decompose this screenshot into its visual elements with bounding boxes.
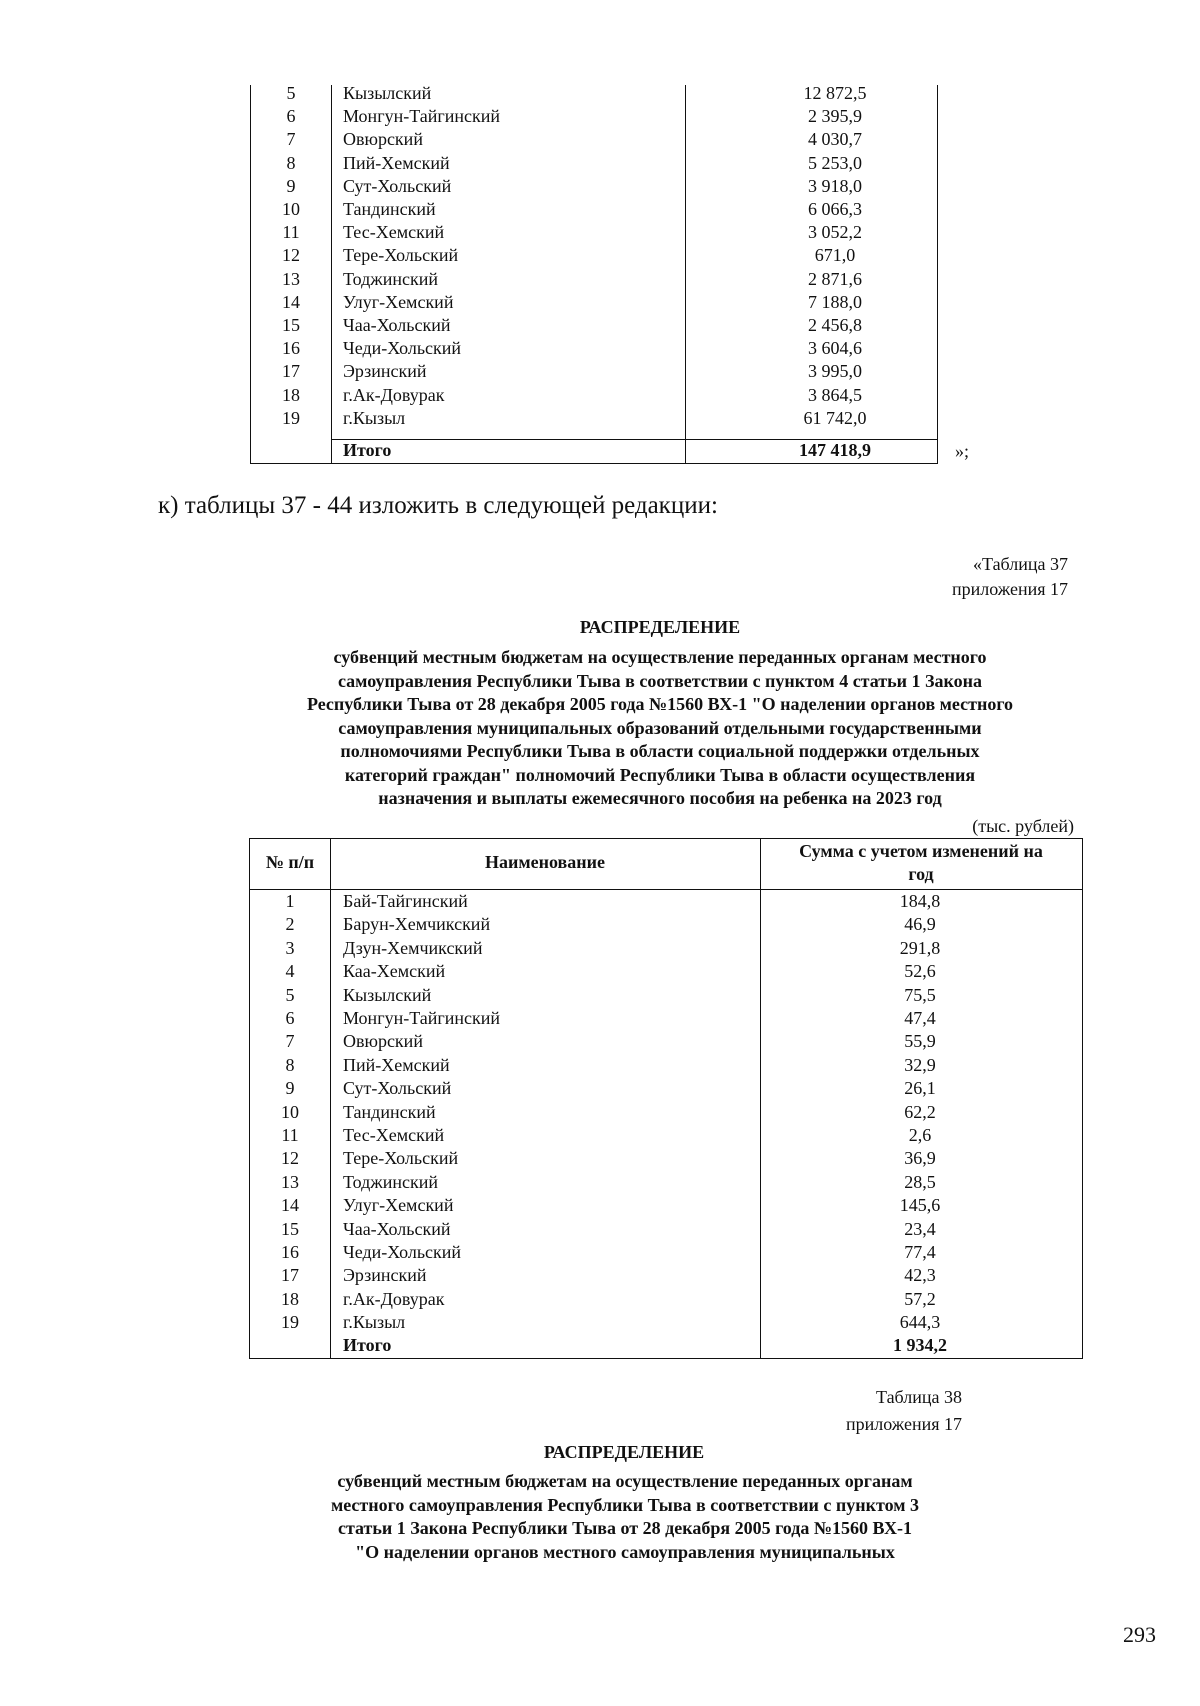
row-number: 10 bbox=[281, 1101, 299, 1122]
table-row bbox=[250, 960, 1082, 983]
row-name: Эрзинский bbox=[343, 361, 427, 382]
table-row bbox=[251, 407, 937, 430]
col-header-sum-line1: Сумма с учетом изменений на bbox=[799, 841, 1043, 861]
desc-line: категорий граждан" полномочий Республики Тыва в области осуществления bbox=[344, 764, 976, 785]
row-name: г.Кызыл bbox=[343, 407, 406, 428]
row-number: 1 bbox=[285, 891, 295, 911]
row-value: 26,1 bbox=[904, 1078, 936, 1099]
table-row bbox=[251, 152, 937, 175]
row-value: 3 918,0 bbox=[808, 175, 862, 196]
table-row bbox=[250, 1218, 1082, 1241]
row-number: 9 bbox=[285, 1078, 295, 1099]
row-value: 3 052,2 bbox=[808, 222, 862, 243]
desc-line: статьи 1 Закона Республики Тыва от 28 декабря 2005 года №1560 ВХ-1 bbox=[337, 1518, 913, 1538]
row-value: 28,5 bbox=[904, 1171, 936, 1192]
row-name: Тандинский bbox=[343, 199, 436, 219]
table-row bbox=[250, 1054, 1082, 1077]
row-number: 6 bbox=[285, 1008, 295, 1028]
top-table bbox=[250, 85, 938, 464]
row-name: Монгун-Тайгинский bbox=[343, 106, 501, 127]
table37-description bbox=[240, 646, 1080, 811]
row-value: 5 253,0 bbox=[808, 152, 862, 173]
row-number: 17 bbox=[282, 361, 300, 382]
table38-ref-line1: Таблица 38 bbox=[876, 1387, 962, 1407]
row-name: Чаа-Хольский bbox=[343, 1218, 451, 1239]
row-value: 3 864,5 bbox=[808, 384, 862, 405]
row-value: 2,6 bbox=[908, 1125, 932, 1145]
table-row bbox=[251, 268, 937, 291]
row-number: 5 bbox=[285, 984, 295, 1005]
table-row bbox=[250, 1007, 1082, 1030]
table-row bbox=[251, 314, 937, 337]
row-name: Улуг-Хемский bbox=[343, 291, 454, 312]
row-name: Кызылский bbox=[343, 984, 432, 1005]
desc-line: самоуправления Республики Тыва в соответствии с пунктом 4 статьи 1 Закона bbox=[337, 670, 983, 691]
desc-line: полномочиями Республики Тыва в области социальной поддержки отдельных bbox=[340, 741, 980, 761]
row-number: 5 bbox=[286, 83, 296, 103]
row-name: Чеди-Хольский bbox=[343, 1242, 462, 1262]
row-number: 17 bbox=[281, 1265, 299, 1286]
table-row bbox=[251, 291, 937, 314]
row-name: Овюрский bbox=[343, 129, 423, 150]
row-name: Чаа-Хольский bbox=[343, 315, 451, 335]
row-value: 6 066,3 bbox=[808, 199, 862, 219]
row-value: 12 872,5 bbox=[803, 83, 867, 103]
row-number: 2 bbox=[285, 914, 295, 935]
total-value: 1 934,2 bbox=[893, 1335, 947, 1355]
table-row bbox=[251, 360, 937, 383]
col-header-num: № п/п bbox=[265, 852, 315, 872]
row-number: 9 bbox=[286, 175, 296, 196]
row-value: 4 030,7 bbox=[808, 129, 862, 150]
row-name: Тоджинский bbox=[343, 268, 438, 289]
table-row bbox=[251, 175, 937, 198]
table-row bbox=[250, 1101, 1082, 1124]
row-number: 15 bbox=[282, 315, 300, 335]
table-row bbox=[250, 1241, 1082, 1264]
row-value: 644,3 bbox=[899, 1312, 941, 1333]
total-row bbox=[250, 1334, 1082, 1357]
row-number: 4 bbox=[285, 961, 295, 982]
row-name: Овюрский bbox=[343, 1031, 423, 1052]
row-number: 7 bbox=[286, 129, 296, 150]
row-number: 3 bbox=[285, 937, 295, 958]
closing-quote: »; bbox=[955, 441, 970, 461]
row-value: 671,0 bbox=[814, 245, 856, 266]
row-value: 2 456,8 bbox=[808, 315, 862, 335]
table-row bbox=[250, 890, 1082, 913]
table-row bbox=[251, 221, 937, 244]
row-number: 16 bbox=[282, 338, 300, 359]
table37-ref-line2: приложения 17 bbox=[951, 579, 1068, 599]
col-header-sum bbox=[760, 840, 1082, 886]
total-label: Итого bbox=[343, 440, 392, 460]
table-row bbox=[251, 82, 937, 105]
row-value: 145,6 bbox=[899, 1195, 941, 1216]
desc-line: назначения и выплаты ежемесячного пособия на ребенка на 2023 год bbox=[378, 788, 942, 808]
row-value: 7 188,0 bbox=[808, 291, 862, 312]
table-row bbox=[250, 1171, 1082, 1194]
row-name: Тес-Хемский bbox=[343, 222, 445, 243]
row-value: 61 742,0 bbox=[803, 407, 867, 428]
page-number: 293 bbox=[1123, 1622, 1156, 1647]
total-row bbox=[251, 439, 937, 462]
row-value: 23,4 bbox=[904, 1218, 936, 1239]
col-header-name: Наименование bbox=[485, 852, 605, 872]
row-value: 77,4 bbox=[904, 1242, 936, 1262]
row-name: Барун-Хемчикский bbox=[343, 914, 491, 935]
row-value: 3 604,6 bbox=[808, 338, 862, 359]
desc-line: субвенций местным бюджетам на осуществление переданных органам местного bbox=[333, 647, 987, 667]
row-name: Тере-Хольский bbox=[343, 1148, 459, 1169]
row-number: 18 bbox=[282, 384, 300, 405]
table-row bbox=[250, 1311, 1082, 1334]
intro-paragraph: к) таблицы 37 - 44 изложить в следующей редакции: bbox=[158, 492, 718, 519]
row-name: Тере-Хольский bbox=[343, 245, 459, 266]
table38-ref-line2: приложения 17 bbox=[845, 1414, 962, 1434]
row-name: г.Ак-Довурак bbox=[343, 384, 445, 405]
table-row bbox=[250, 1077, 1082, 1100]
row-value: 52,6 bbox=[904, 961, 936, 982]
row-value: 2 395,9 bbox=[808, 106, 862, 127]
row-name: Улуг-Хемский bbox=[343, 1195, 454, 1216]
row-name: Сут-Хольский bbox=[343, 175, 452, 196]
row-value: 2 871,6 bbox=[808, 268, 862, 289]
row-number: 8 bbox=[285, 1054, 295, 1075]
row-value: 62,2 bbox=[904, 1101, 936, 1122]
row-name: Тоджинский bbox=[343, 1171, 438, 1192]
row-value: 291,8 bbox=[899, 937, 941, 958]
row-value: 75,5 bbox=[904, 984, 936, 1005]
desc-line: местного самоуправления Республики Тыва в соответствии с пунктом 3 bbox=[330, 1494, 920, 1515]
row-number: 13 bbox=[281, 1171, 299, 1192]
row-name: Каа-Хемский bbox=[343, 961, 446, 982]
row-name: Эрзинский bbox=[343, 1265, 427, 1286]
table-row bbox=[250, 1264, 1082, 1287]
table-row bbox=[250, 937, 1082, 960]
table-row bbox=[251, 105, 937, 128]
row-number: 8 bbox=[286, 152, 296, 173]
row-name: Пий-Хемский bbox=[343, 152, 450, 173]
row-number: 13 bbox=[282, 268, 300, 289]
table-row bbox=[250, 1124, 1082, 1147]
row-number: 19 bbox=[281, 1312, 299, 1333]
row-number: 12 bbox=[282, 245, 300, 266]
table-row bbox=[250, 913, 1082, 936]
table-row bbox=[250, 1288, 1082, 1311]
row-name: г.Ак-Довурак bbox=[343, 1288, 445, 1309]
table37-ref-line1: «Таблица 37 bbox=[973, 554, 1068, 574]
row-value: 55,9 bbox=[904, 1031, 936, 1052]
desc-line: субвенций местным бюджетам на осуществление переданных органам bbox=[337, 1471, 913, 1491]
table-row bbox=[250, 984, 1082, 1007]
row-name: Чеди-Хольский bbox=[343, 338, 462, 359]
row-value: 57,2 bbox=[904, 1288, 936, 1309]
row-number: 10 bbox=[282, 199, 300, 219]
row-number: 19 bbox=[282, 407, 300, 428]
desc-line: Республики Тыва от 28 декабря 2005 года №1560 ВХ-1 "О наделении органов местного bbox=[306, 694, 1014, 714]
table38-description bbox=[250, 1470, 1000, 1564]
row-value: 42,3 bbox=[904, 1265, 936, 1286]
row-name: Сут-Хольский bbox=[343, 1078, 452, 1099]
table-row bbox=[251, 337, 937, 360]
col-header-sum-line2: год bbox=[908, 864, 934, 884]
table-row bbox=[250, 1030, 1082, 1053]
table38-heading: РАСПРЕДЕЛЕНИЕ bbox=[543, 1442, 705, 1462]
desc-line: "О наделении органов местного самоуправления муниципальных bbox=[355, 1541, 895, 1562]
row-value: 3 995,0 bbox=[808, 361, 862, 382]
row-name: Кызылский bbox=[343, 83, 432, 103]
row-name: г.Кызыл bbox=[343, 1312, 406, 1333]
table-row bbox=[251, 244, 937, 267]
table-row bbox=[251, 128, 937, 151]
table-row bbox=[251, 384, 937, 407]
row-number: 15 bbox=[281, 1218, 299, 1239]
row-number: 14 bbox=[282, 291, 300, 312]
row-value: 36,9 bbox=[904, 1148, 936, 1169]
table-row bbox=[250, 1147, 1082, 1170]
row-number: 18 bbox=[281, 1288, 299, 1309]
table37 bbox=[249, 838, 1083, 1359]
row-number: 7 bbox=[285, 1031, 295, 1052]
row-number: 14 bbox=[281, 1195, 299, 1216]
row-name: Тандинский bbox=[343, 1101, 436, 1122]
row-number: 12 bbox=[281, 1148, 299, 1169]
table37-heading: РАСПРЕДЕЛЕНИЕ bbox=[579, 617, 741, 637]
row-name: Бай-Тайгинский bbox=[343, 891, 468, 911]
row-name: Тес-Хемский bbox=[343, 1125, 445, 1145]
row-name: Пий-Хемский bbox=[343, 1054, 450, 1075]
unit-label: (тыс. рублей) bbox=[972, 816, 1074, 836]
total-value: 147 418,9 bbox=[799, 440, 871, 460]
table-row bbox=[251, 198, 937, 221]
row-number: 16 bbox=[281, 1242, 299, 1262]
row-name: Монгун-Тайгинский bbox=[343, 1008, 501, 1028]
row-value: 32,9 bbox=[904, 1054, 936, 1075]
row-value: 184,8 bbox=[899, 891, 941, 911]
table-row bbox=[250, 1194, 1082, 1217]
row-name: Дзун-Хемчикский bbox=[343, 937, 483, 958]
row-number: 11 bbox=[282, 222, 300, 243]
total-label: Итого bbox=[343, 1335, 392, 1355]
row-number: 11 bbox=[281, 1125, 299, 1145]
row-number: 6 bbox=[286, 106, 296, 127]
desc-line: самоуправления муниципальных образований отдельными государственными bbox=[338, 717, 982, 738]
row-value: 46,9 bbox=[904, 914, 936, 935]
row-value: 47,4 bbox=[904, 1008, 936, 1028]
